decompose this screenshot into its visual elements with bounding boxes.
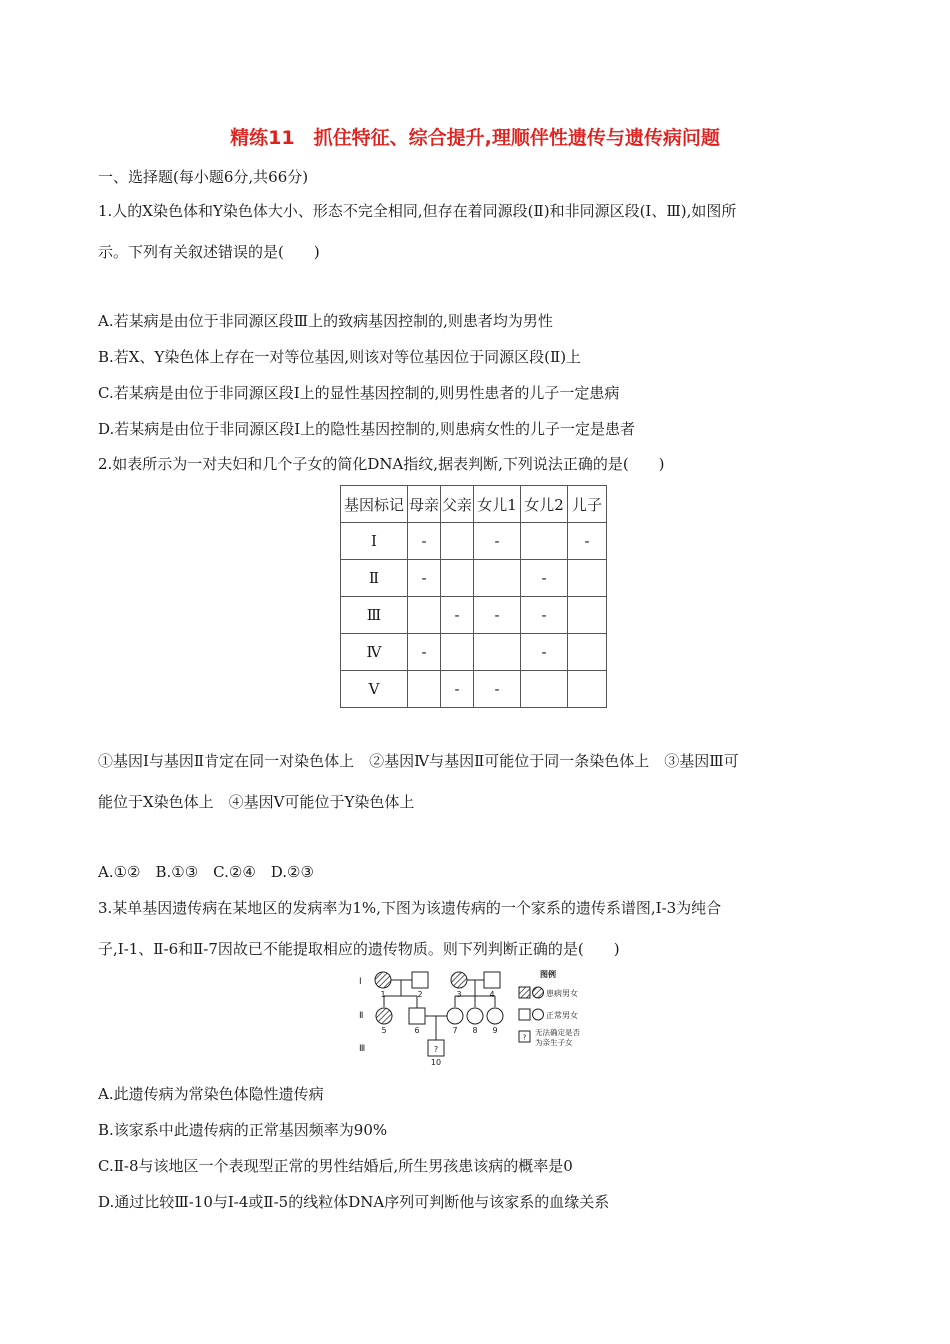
table-cell: -: [568, 523, 607, 560]
table-cell: Ⅱ: [341, 560, 408, 597]
table-cell: [408, 671, 441, 708]
table-cell: [521, 523, 568, 560]
individual-I-1: [375, 972, 391, 988]
label-4: 4: [489, 990, 495, 999]
individual-II-5: [376, 1008, 392, 1024]
label-9: 9: [492, 1026, 498, 1035]
table-cell: -: [474, 671, 521, 708]
table-cell: [568, 560, 607, 597]
q1-stem-line1: 1.人的X染色体和Y染色体大小、形态不完全相同,但存在着同源段(Ⅱ)和非同源区段(Ⅰ、Ⅲ),如图所: [98, 202, 737, 220]
q2-stem: 2.如表所示为一对夫妇和几个子女的简化DNA指纹,据表判断,下列说法正确的是( ): [98, 455, 665, 473]
table-cell: Ⅰ: [341, 523, 408, 560]
table-row: [341, 523, 607, 560]
label-7: 7: [452, 1026, 458, 1035]
table-cell: -: [441, 597, 474, 634]
table-cell: -: [521, 634, 568, 671]
table-cell: Ⅳ: [341, 634, 408, 671]
q2-options: A.①② B.①③ C.②④ D.②③: [98, 863, 314, 881]
q3-option-a: A.此遗传病为常染色体隐性遗传病: [98, 1085, 324, 1103]
label-2: 2: [417, 990, 423, 999]
q1-option-d: D.若某病是由位于非同源区段Ⅰ上的隐性基因控制的,则患病女性的儿子一定是患者: [98, 420, 635, 438]
generation-label-2: Ⅱ: [359, 1011, 364, 1021]
label-8: 8: [472, 1026, 478, 1035]
individual-II-6: [409, 1008, 425, 1024]
table-cell: Ⅴ: [341, 671, 408, 708]
table-cell: [441, 634, 474, 671]
label-6: 6: [414, 1026, 420, 1035]
table-cell: [521, 671, 568, 708]
legend-unknown-label-1: 无法确定是否: [535, 1028, 580, 1037]
table-cell: [568, 634, 607, 671]
individual-II-9: [487, 1008, 503, 1024]
individual-I-4: [484, 972, 500, 988]
table-cell: [441, 560, 474, 597]
table-cell: [474, 560, 521, 597]
dna-fingerprint-table: [340, 485, 607, 708]
legend-affected-label: 患病男女: [546, 989, 578, 998]
unknown-marker: ?: [433, 1045, 439, 1054]
table-row: [341, 671, 607, 708]
q3-stem-line1: 3.某单基因遗传病在某地区的发病率为1%,下图为该遗传病的一个家系的遗传系谱图,Ⅰ-3为纯合: [98, 899, 722, 917]
table-cell: -: [408, 560, 441, 597]
legend-title: 图例: [540, 970, 556, 979]
table-cell: [568, 597, 607, 634]
table-cell: -: [441, 671, 474, 708]
table-cell: -: [408, 523, 441, 560]
table-cell: [441, 523, 474, 560]
table-header-cell: 母亲: [408, 486, 441, 523]
legend-normal-label: 正常男女: [546, 1011, 578, 1020]
q1-option-b: B.若X、Y染色体上存在一对等位基因,则该对等位基因位于同源区段(Ⅱ)上: [98, 348, 582, 366]
table-cell: -: [521, 597, 568, 634]
table-cell: Ⅲ: [341, 597, 408, 634]
table-cell: -: [521, 560, 568, 597]
legend-normal-male-icon: [519, 1009, 530, 1020]
table-row: [341, 597, 607, 634]
individual-I-2: [412, 972, 428, 988]
q1-option-a: A.若某病是由位于非同源区段Ⅲ上的致病基因控制的,则患者均为男性: [98, 312, 553, 330]
table-cell: -: [474, 523, 521, 560]
label-5: 5: [381, 1026, 387, 1035]
label-1: 1: [380, 990, 386, 999]
table-header-cell: 儿子: [568, 486, 607, 523]
legend-unknown-mark: ?: [522, 1033, 527, 1042]
table-cell: [408, 597, 441, 634]
table-header-row: [341, 486, 607, 523]
legend-affected-male-icon: [519, 987, 530, 998]
q2-statements-line2: 能位于X染色体上 ④基因Ⅴ可能位于Y染色体上: [98, 793, 415, 811]
table-row: [341, 560, 607, 597]
table-cell: [474, 634, 521, 671]
q2-statements-line1: ①基因Ⅰ与基因Ⅱ肯定在同一对染色体上 ②基因Ⅳ与基因Ⅱ可能位于同一条染色体上 ③基因Ⅲ可: [98, 752, 739, 770]
table-header-cell: 女儿1: [474, 486, 521, 523]
pedigree-chart: [355, 965, 595, 1070]
table-header-cell: 父亲: [441, 486, 474, 523]
q1-option-c: C.若某病是由位于非同源区段Ⅰ上的显性基因控制的,则男性患者的儿子一定患病: [98, 384, 620, 402]
individual-II-8: [467, 1008, 483, 1024]
q3-option-b: B.该家系中此遗传病的正常基因频率为90%: [98, 1121, 388, 1139]
individual-II-7: [447, 1008, 463, 1024]
q1-stem-line2: 示。下列有关叙述错误的是( ): [98, 243, 320, 261]
label-10: 10: [430, 1058, 442, 1067]
q3-option-d: D.通过比较Ⅲ-10与Ⅰ-4或Ⅱ-5的线粒体DNA序列可判断他与该家系的血缘关系: [98, 1193, 610, 1211]
table-cell: -: [408, 634, 441, 671]
q3-option-c: C.Ⅱ-8与该地区一个表现型正常的男性结婚后,所生男孩患该病的概率是0: [98, 1157, 573, 1175]
q3-stem-line2: 子,Ⅰ-1、Ⅱ-6和Ⅱ-7因故已不能提取相应的遗传物质。则下列判断正确的是( ): [98, 940, 620, 958]
section-heading: 一、选择题(每小题6分,共66分): [98, 168, 309, 186]
generation-label-3: Ⅲ: [359, 1044, 366, 1054]
legend-unknown-label-2: 为亲生子女: [535, 1038, 573, 1047]
table-row: [341, 634, 607, 671]
label-3: 3: [456, 990, 462, 999]
table-header-cell: 基因标记: [341, 486, 408, 523]
generation-label-1: Ⅰ: [359, 977, 362, 987]
legend-affected-female-icon: [533, 987, 544, 998]
legend-normal-female-icon: [533, 1009, 544, 1020]
table-cell: [568, 671, 607, 708]
page-title: 精练11 抓住特征、综合提升,理顺伴性遗传与遗传病问题: [230, 127, 720, 149]
table-header-cell: 女儿2: [521, 486, 568, 523]
individual-I-3: [451, 972, 467, 988]
table-cell: -: [474, 597, 521, 634]
